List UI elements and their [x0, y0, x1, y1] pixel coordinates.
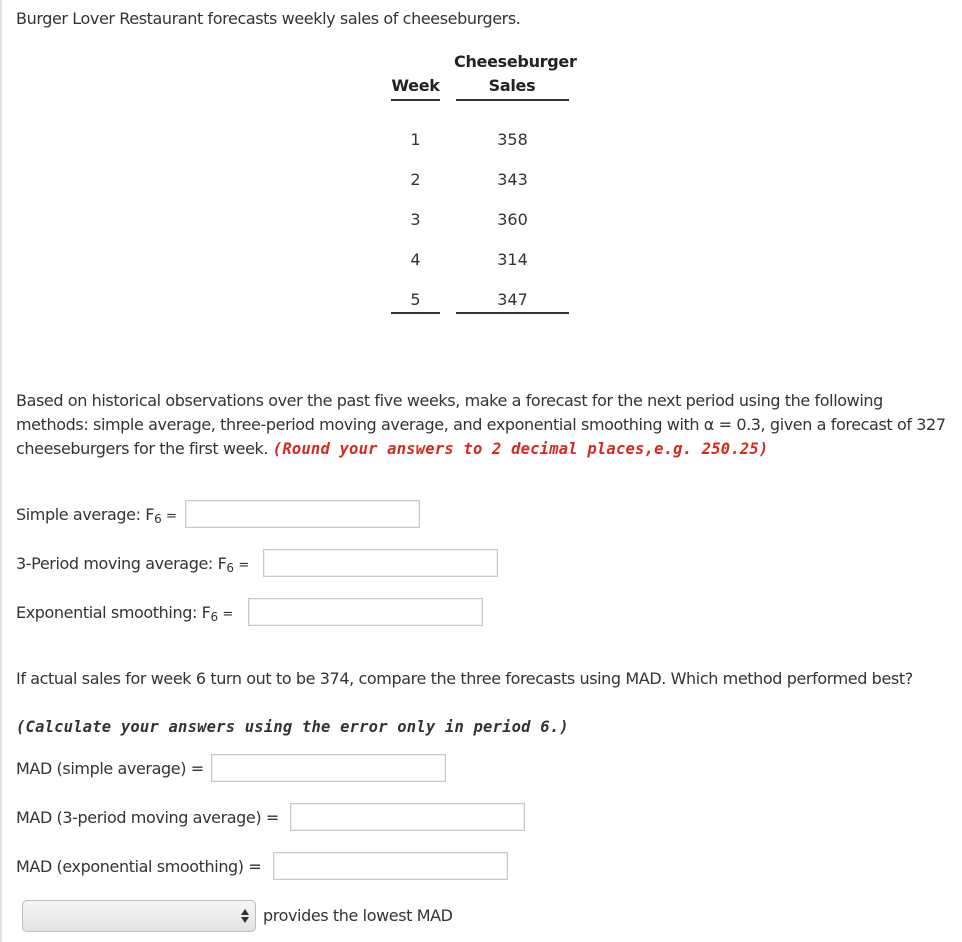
rounding-instruction: (Round your answers to 2 decimal places,e.g. 250.25) — [272, 440, 769, 458]
table-cell-sales: 358 — [497, 130, 528, 149]
header-sales-underline — [456, 99, 569, 101]
updown-arrows-icon — [240, 908, 250, 924]
header-sales-line1: Cheeseburger — [454, 52, 577, 71]
mad-exponential-input[interactable] — [273, 852, 508, 880]
mad-question: If actual sales for week 6 turn out to be 374, compare the three forecasts using MAD. Which method performed best? — [16, 669, 913, 688]
header-sales — [454, 50, 577, 98]
mad-simple-input[interactable] — [211, 754, 446, 782]
mad-exponential-label: MAD (exponential smoothing) = — [16, 857, 262, 876]
moving-average-input[interactable] — [263, 549, 498, 577]
table-bottom-rule-week — [391, 312, 440, 314]
subscript: 6 — [154, 512, 162, 526]
moving-average-label: 3-Period moving average: $F_6$ = — [16, 554, 249, 575]
table-cell-sales: 347 — [497, 290, 528, 309]
header-week: Week — [391, 76, 440, 95]
subscript: 6 — [226, 561, 234, 575]
best-method-suffix: provides the lowest MAD — [263, 906, 453, 925]
intro-text: Burger Lover Restaurant forecasts weekly sales of cheeseburgers. — [16, 9, 521, 28]
simple-average-label: Simple average: $F_6$ = — [16, 505, 177, 526]
mad-moving-label: MAD (3-period moving average) = — [16, 808, 279, 827]
header-sales-line2: Sales — [488, 76, 536, 95]
table-bottom-rule-sales — [456, 312, 569, 314]
instructions-text: Based on historical observations over the past five weeks, make a forecast for the next period using the following methods: simple average, three-period moving average, and exponential smoothing with α = 0.3, given a forecast of 327 cheeseburgers for the first week. — [16, 391, 946, 458]
table-cell-week: 5 — [410, 290, 421, 309]
table-cell-week: 4 — [410, 250, 421, 269]
mad-moving-input[interactable] — [290, 803, 525, 831]
mad-simple-label: MAD (simple average) = — [16, 759, 204, 778]
table-cell-week: 1 — [410, 130, 421, 149]
exponential-smoothing-input[interactable] — [248, 598, 483, 626]
left-border — [0, 0, 2, 942]
period-note: (Calculate your answers using the error only in period 6.) — [16, 718, 569, 736]
table-cell-sales: 343 — [497, 170, 528, 189]
table-cell-week: 2 — [410, 170, 421, 189]
simple-average-input[interactable] — [185, 500, 420, 528]
table-cell-week: 3 — [410, 210, 421, 229]
table-cell-sales: 314 — [497, 250, 528, 269]
table-cell-sales: 360 — [497, 210, 528, 229]
exponential-smoothing-label: Exponential smoothing: $F_6$ = — [16, 603, 233, 624]
header-week-underline — [391, 99, 440, 101]
subscript: 6 — [210, 610, 218, 624]
instructions-paragraph — [16, 389, 951, 461]
best-method-select[interactable] — [22, 900, 256, 932]
